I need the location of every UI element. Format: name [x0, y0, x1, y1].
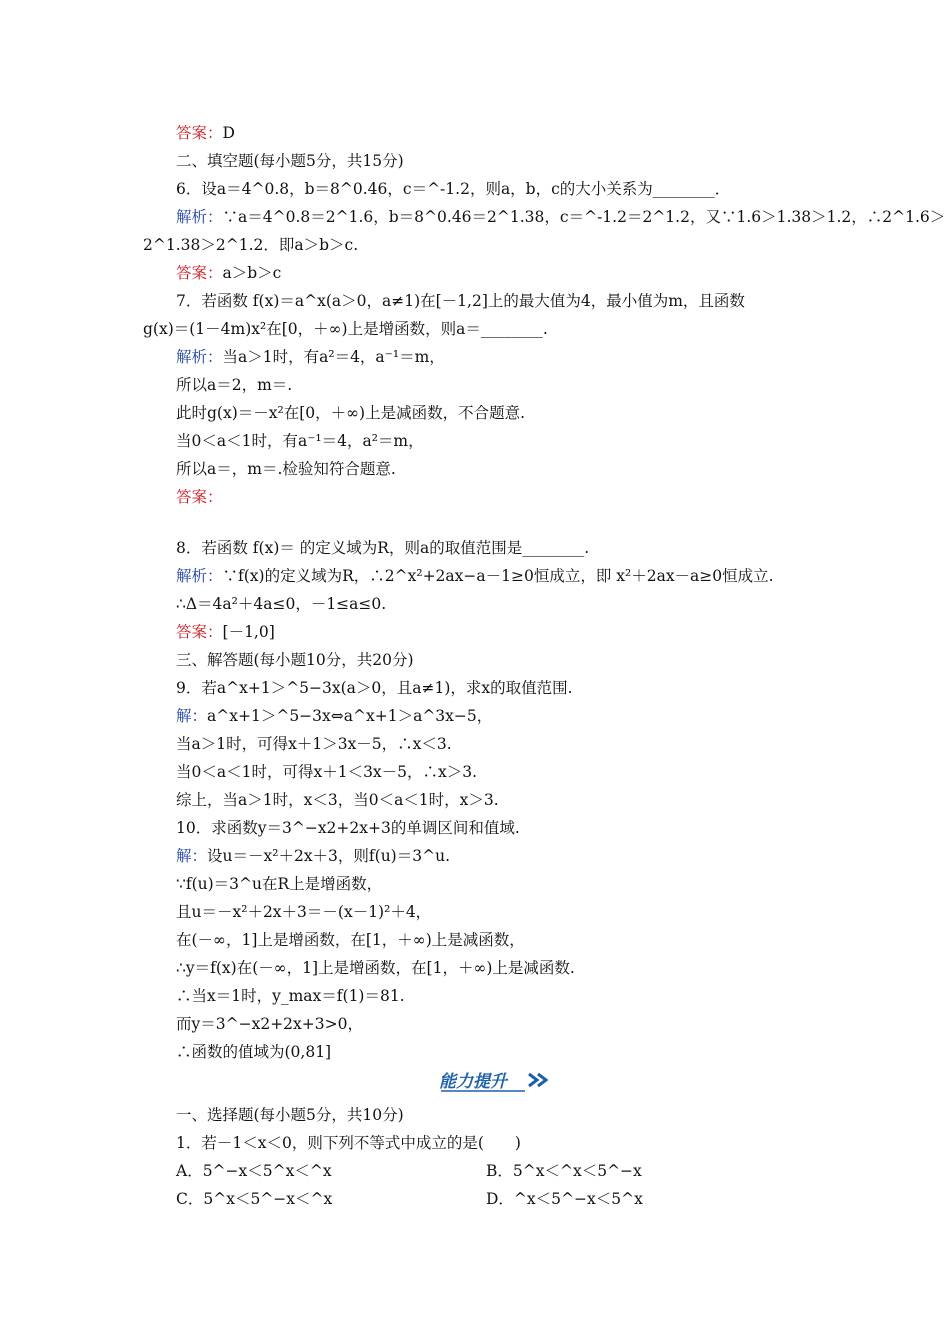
solution-label: 解：	[176, 847, 208, 865]
analysis-text: ∵a＝4^0.8＝2^1.6，b＝8^0.46＝2^1.38，c＝^-1.2＝2^1.2，又∵1.6＞1.38＞1.2，∴2^1.6＞	[222, 208, 946, 226]
analysis-label: 解析：	[176, 208, 223, 226]
solution-cont: 而y＝3^−x2+2x+3>0，	[176, 1015, 363, 1033]
answer-line	[176, 123, 235, 143]
answer-label: 答案：	[176, 623, 223, 641]
analysis-cont: 2^1.38＞2^1.2．即a＞b＞c.	[143, 236, 359, 254]
analysis-line	[176, 347, 445, 367]
section-heading: 二、填空题(每小题5分，共15分)	[176, 152, 404, 170]
analysis-line	[176, 207, 945, 227]
chevron-right-icon	[529, 1074, 537, 1086]
question-10: 10．求函数y＝3^−x2+2x+3的单调区间和值域.	[176, 819, 520, 837]
banner-graphic	[437, 1066, 557, 1094]
question-9: 9．若a^x+1＞^5−3x(a＞0，且a≠1)，求x的取值范围.	[176, 679, 573, 697]
question-7: 7．若函数 f(x)＝a^x(a＞0，a≠1)在[－1,2]上的最大值为4，最小值为m，且函数	[176, 292, 745, 310]
answer-value: D	[222, 124, 235, 142]
answer-line	[176, 622, 275, 642]
analysis-line	[176, 566, 774, 586]
solution-text: a^x+1＞^5−3x⇔a^x+1＞a^3x−5，	[207, 707, 493, 725]
answer-value: a＞b＞c	[222, 264, 282, 282]
solution-text: 设u＝－x²＋2x＋3，则f(u)＝3^u.	[207, 847, 450, 865]
answer-label: 答案：	[176, 488, 223, 506]
analysis-label: 解析：	[176, 567, 223, 585]
analysis-cont: 此时g(x)＝－x²在[0，＋∞)上是减函数，不合题意.	[176, 404, 526, 422]
analysis-cont: 所以a＝，m＝.检验知符合题意.	[176, 460, 396, 478]
solution-cont: 当a＞1时，可得x＋1＞3x－5，∴x＜3.	[176, 735, 452, 753]
analysis-text: ∵f(x)的定义域为R，∴2^x²+2ax−a－1≥0恒成立，即 x²＋2ax－a≥0恒成立.	[222, 567, 774, 585]
question-8: 8．若函数 f(x)＝ 的定义域为R，则a的取值范围是________.	[176, 539, 590, 557]
option-b: B．5^x＜^x＜5^−x	[486, 1162, 642, 1180]
solution-cont: ∴y＝f(x)在(－∞，1]上是增函数，在[1，＋∞)上是减函数.	[176, 959, 575, 977]
option-d: D．^x＜5^−x＜5^x	[486, 1190, 643, 1208]
section-heading: 三、解答题(每小题10分，共20分)	[176, 651, 414, 669]
solution-cont: 且u＝－x²＋2x＋3＝－(x－1)²＋4，	[176, 903, 432, 921]
solution-cont: ∴当x＝1时，y_max＝f(1)＝81.	[176, 987, 405, 1005]
solution-line	[176, 706, 492, 726]
solution-cont: 在(－∞，1]上是增函数，在[1，＋∞)上是减函数，	[176, 931, 525, 949]
option-a: A．5^−x＜5^x＜^x	[176, 1162, 332, 1180]
answer-label: 答案：	[176, 124, 223, 142]
question-1: 1．若－1＜x＜0，则下列不等式中成立的是( )	[176, 1134, 521, 1152]
analysis-label: 解析：	[176, 348, 223, 366]
solution-cont: ∴函数的值域为(0,81]	[176, 1043, 332, 1061]
answer-label: 答案：	[176, 264, 223, 282]
ability-banner	[437, 1066, 557, 1094]
question-6: 6．设a＝4^0.8，b＝8^0.46，c＝^-1.2，则a，b，c的大小关系为________．	[176, 180, 731, 198]
solution-cont: 当0＜a＜1时，可得x＋1＜3x－5，∴x＞3.	[176, 763, 478, 781]
solution-line	[176, 846, 450, 866]
analysis-cont: 当0＜a＜1时，有a⁻¹＝4，a²＝m，	[176, 432, 424, 450]
analysis-text: 当a＞1时，有a²＝4，a⁻¹＝m，	[222, 348, 445, 366]
section-heading: 一、选择题(每小题5分，共10分)	[176, 1106, 404, 1124]
analysis-cont: ∴Δ＝4a²＋4a≤0，－1≤a≤0.	[176, 595, 387, 613]
answer-value: [－1,0]	[222, 623, 275, 641]
banner-text: 能力提升	[439, 1072, 507, 1092]
answer-line	[176, 487, 223, 507]
solution-cont: 综上，当a＞1时，x＜3，当0＜a＜1时，x＞3.	[176, 791, 499, 809]
option-c: C．5^x＜5^−x＜^x	[176, 1190, 333, 1208]
analysis-cont: 所以a＝2，m＝.	[176, 376, 293, 394]
answer-line	[176, 263, 281, 283]
question-7-cont: g(x)＝(1－4m)x²在[0，＋∞)上是增函数，则a＝________.	[143, 320, 548, 338]
solution-cont: ∵f(u)＝3^u在R上是增函数，	[176, 875, 383, 893]
solution-label: 解：	[176, 707, 208, 725]
